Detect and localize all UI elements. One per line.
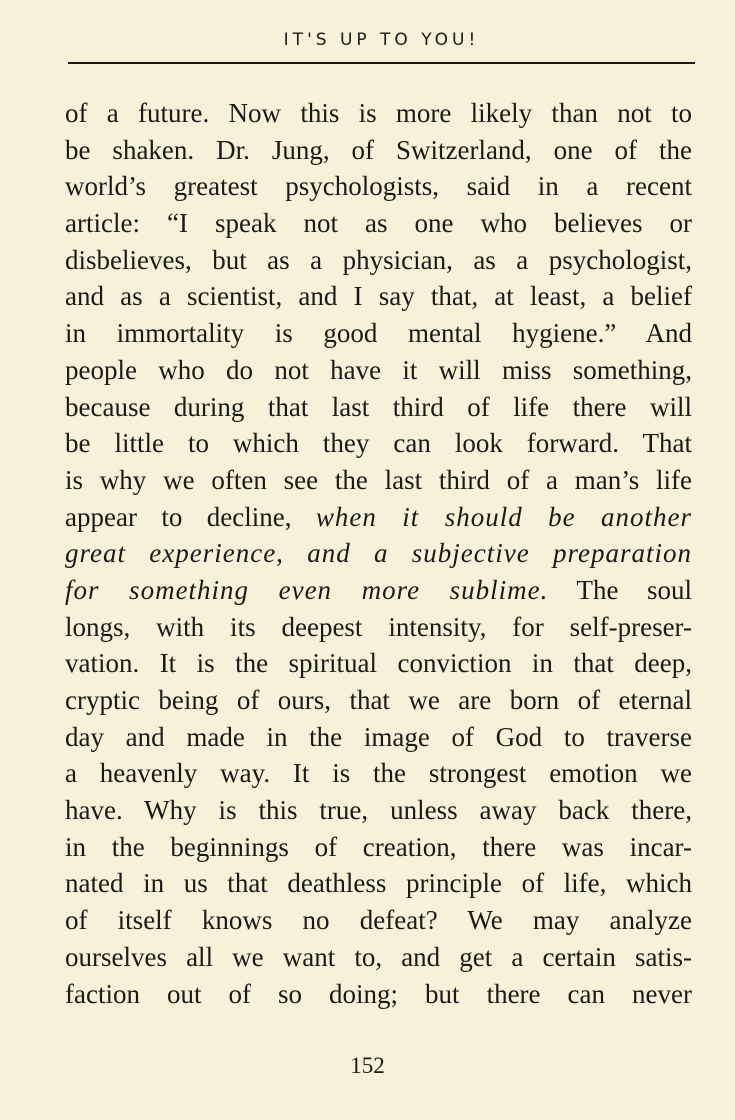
text-segment: appear to decline,: [65, 501, 316, 532]
text-segment: vation. It is the spiritual conviction in that deep,: [65, 648, 692, 679]
text-line: [65, 205, 692, 242]
text-segment: day and made in the image of God to traverse: [65, 721, 692, 752]
text-line: [65, 719, 692, 756]
italic-text: great experience, and a subjective preparation: [65, 538, 692, 569]
text-segment: of a future. Now this is more likely than not to: [65, 98, 692, 128]
text-segment: a heavenly way. It is the strongest emotion we: [65, 758, 692, 789]
text-line: [65, 572, 692, 609]
text-line: [65, 242, 692, 279]
text-line: [65, 645, 692, 682]
text-segment: cryptic being of ours, that we are born of eternal: [65, 685, 692, 715]
text-segment: have. Why is this true, unless away back there,: [65, 795, 692, 826]
text-segment: longs, with its deepest intensity, for self-preser-: [65, 611, 692, 642]
text-line: [65, 939, 692, 976]
text-line: [65, 389, 692, 426]
text-line: [65, 792, 692, 829]
text-segment: of itself knows no defeat? We may analyze: [65, 905, 692, 936]
text-line: [65, 425, 692, 462]
body-text: [65, 95, 692, 1012]
running-header: IT'S UP TO YOU!: [283, 30, 480, 50]
text-segment: article: “I speak not as one who believes or: [65, 208, 692, 239]
text-line: [65, 902, 692, 939]
text-line: [65, 315, 692, 352]
text-segment: is why we often see the last third of a man’s life: [65, 464, 692, 495]
text-line: [65, 976, 692, 1013]
text-segment: The soul: [548, 574, 693, 605]
text-segment: in the beginnings of creation, there was incar-: [65, 831, 692, 862]
text-segment: world’s greatest psychologists, said in a recent: [65, 171, 692, 202]
text-segment: because during that last third of life there will: [65, 391, 692, 422]
text-line: [65, 609, 692, 646]
text-line: [65, 352, 692, 389]
text-line: [65, 168, 692, 205]
text-segment: ourselves all we want to, and get a certain satis-: [65, 941, 692, 972]
text-line: [65, 535, 692, 572]
text-line: [65, 865, 692, 902]
text-segment: be little to which they can look forward. That: [65, 428, 692, 459]
text-segment: faction out of so doing; but there can never: [65, 978, 692, 1009]
text-line: [65, 95, 692, 132]
text-line: [65, 132, 692, 169]
header-rule: [68, 62, 695, 64]
italic-text: for something even more sublime.: [65, 574, 549, 605]
text-line: [65, 462, 692, 499]
text-segment: and as a scientist, and I say that, at least, a belief: [65, 281, 692, 312]
italic-text: when it should be another: [315, 501, 692, 532]
text-line: [65, 755, 692, 792]
text-segment: people who do not have it will miss something,: [65, 354, 692, 385]
text-segment: disbelieves, but as a physician, as a psychologist,: [65, 244, 692, 275]
text-line: [65, 499, 692, 536]
text-segment: be shaken. Dr. Jung, of Switzerland, one of the: [65, 134, 692, 165]
text-line: [65, 682, 692, 719]
text-line: [65, 278, 692, 315]
page-number: 152: [350, 1053, 385, 1078]
text-segment: in immortality is good mental hygiene.” And: [65, 318, 692, 349]
text-line: [65, 829, 692, 866]
text-segment: nated in us that deathless principle of life, which: [65, 868, 692, 899]
